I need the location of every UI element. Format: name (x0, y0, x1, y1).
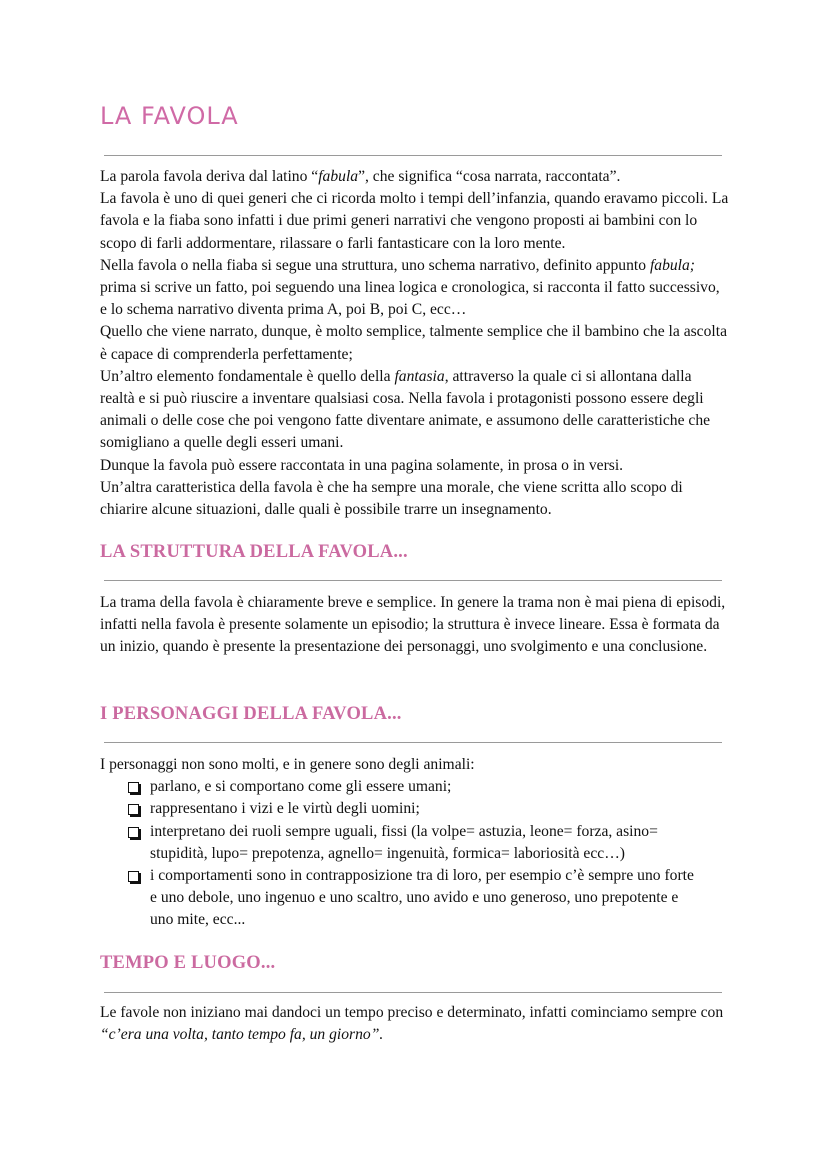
list-item: parlano, e si comportano come gli essere umani; (100, 776, 730, 798)
list-item: rappresentano i vizi e le virtù degli uomini; (100, 798, 730, 820)
intro-paragraph-5: Un’altro elemento fondamentale è quello della fantasia, attraverso la quale ci si allontana dalla realtà e si può riuscire a inventare qualsiasi cosa. Nella favola i protagonisti possono essere degli animali o delle cose che poi vengono fatte diventare animate, e assumono delle caratteristiche che somigliano a quelle degli esseri umani. (100, 367, 711, 452)
struttura-paragraph: La trama della favola è chiaramente breve e semplice. In genere la trama non è mai piena di episodi, infatti nella favola è presente solamente un episodio; la struttura è invece lineare. Essa è formata da un inizio, quando è presente la presentazione dei personaggi, uno svolgimento e una conclusione. (100, 594, 726, 656)
tempo-divider (104, 992, 722, 993)
tempo-paragraph: Le favole non iniziano mai dandoci un tempo preciso e determinato, infatti cominciamo sempre con “c’era una volta, tanto tempo fa, un giorno”. (100, 1004, 724, 1044)
list-item: interpretano dei ruoli sempre uguali, fissi (la volpe= astuzia, leone= forza, asino= stupidità, lupo= prepotenza, agnello= ingenuità, formica= laboriosità ecc…) (100, 821, 730, 865)
tempo-section (100, 1002, 730, 1046)
intro-paragraph-1: La parola favola deriva dal latino “fabula”, che significa “cosa narrata, raccontata”. (100, 168, 621, 185)
checkbox-bullet-icon (128, 871, 139, 882)
personaggi-list (100, 776, 730, 931)
checkbox-bullet-icon (128, 782, 139, 793)
personaggi-lead: I personaggi non sono molti, e in genere sono degli animali: (100, 756, 475, 773)
intro-paragraph-7: Un’altra caratteristica della favola è che ha sempre una morale, che viene scritta allo scopo di chiarire alcune situazioni, dalle quali è possibile trarre un insegnamento. (100, 478, 683, 519)
heading-struttura: LA STRUTTURA DELLA FAVOLA... (100, 542, 408, 562)
list-item: i comportamenti sono in contrapposizione tra di loro, per esempio c’è sempre uno forte e uno debole, uno ingenuo e uno scaltro, uno avido e uno generoso, uno prepotente e uno mite, ecc... (100, 865, 730, 932)
checkbox-bullet-icon (128, 804, 139, 815)
intro-paragraph-3: Nella favola o nella fiaba si segue una struttura, uno schema narrativo, definito appunto fabula; prima si scrive un fatto, poi seguendo una linea logica e cronologica, si racconta il fatto successivo, e lo schema narrativo diventa prima A, poi B, poi C, ecc… (100, 256, 720, 319)
intro-paragraph-2: La favola è uno di quei generi che ci ricorda molto i tempi dell’infanzia, quando eravamo piccoli. La favola e la fiaba sono infatti i due primi generi narrativi che vengono proposti ai bambini con lo scopo di farli addormentare, rilassare o farli fantasticare con la loro mente. (100, 190, 729, 252)
personaggi-divider (104, 742, 722, 743)
struttura-divider (104, 580, 722, 581)
intro-paragraph-4: Quello che viene narrato, dunque, è molto semplice, talmente semplice che il bambino che la ascolta è capace di comprenderla perfettamente; (100, 323, 727, 363)
heading-personaggi: I PERSONAGGI DELLA FAVOLA... (100, 704, 402, 724)
page-title: LA FAVOLA (100, 102, 239, 130)
struttura-section (100, 592, 730, 659)
title-divider (104, 155, 722, 156)
heading-tempo: TEMPO E LUOGO... (100, 953, 276, 973)
personaggi-section (100, 754, 730, 932)
intro-section (100, 166, 730, 521)
intro-paragraph-6: Dunque la favola può essere raccontata in una pagina solamente, in prosa o in versi. (100, 456, 624, 474)
checkbox-bullet-icon (128, 827, 139, 838)
